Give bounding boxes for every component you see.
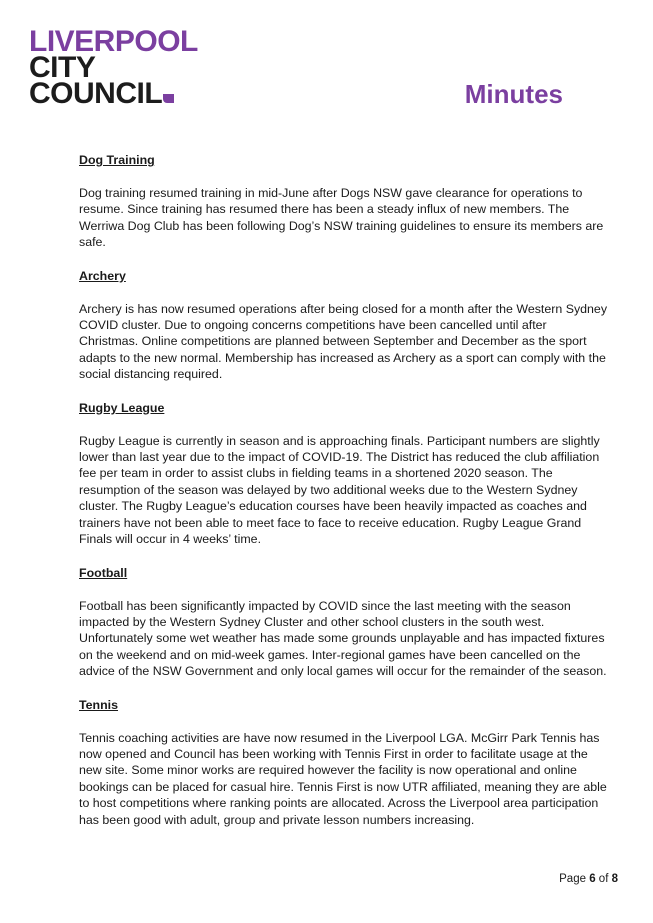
section-heading: Tennis xyxy=(79,697,119,712)
logo-line-city: CITY xyxy=(29,51,96,84)
section-tennis xyxy=(79,696,609,828)
section-heading: Archery xyxy=(79,268,126,283)
page-number xyxy=(559,873,618,885)
section-football xyxy=(79,564,609,680)
section-archery xyxy=(79,267,609,383)
page-label: Page xyxy=(559,873,586,885)
section-heading: Football xyxy=(79,565,128,580)
section-heading: Rugby League xyxy=(79,400,165,415)
section-heading: Dog Training xyxy=(79,153,155,167)
logo-line-council xyxy=(29,77,219,110)
section-dog-training xyxy=(79,151,609,251)
section-paragraph: Rugby League is currently in season and is approaching finals. Participant numbers are slightly lower than last year due to the impact of COVID-19. The District has reduced the club affiliation fee per team in order to assist clubs in fielding teams in a shortened 2020 season. The resumption of the season was delayed by two additional weeks due to the Western Sydney cluster. The Rugby League’s education courses have been heavily impacted as coaches and trainers have not been able to meet face to face to receive education. Rugby League Grand Finals will occur in 4 weeks’ time. xyxy=(79,433,600,547)
council-logo xyxy=(29,25,219,110)
section-paragraph: Archery is has now resumed operations after being closed for a month after the Western Sydney COVID cluster. Due to ongoing concerns competitions have been cancelled until after Christmas. Online competitions are planned between September and December as the sport adapts to the new normal. Membership has increased as Archery as a sport can comply with the social distancing required. xyxy=(79,301,608,382)
current-page: 6 xyxy=(589,873,596,885)
logo-line-council-text: COUNCIL xyxy=(29,77,163,110)
logo-line-liverpool: LIVERPOOL xyxy=(29,25,198,58)
document-title: Minutes xyxy=(464,79,563,109)
total-pages: 8 xyxy=(611,873,618,885)
section-paragraph: Dog training resumed training in mid-June after Dogs NSW gave clearance for operations to resume. Since training has resumed there has been a steady influx of new members. The Werriwa Dog Club has been following Dog’s NSW training guidelines to ensure its members are safe. xyxy=(79,186,604,250)
section-paragraph: Tennis coaching activities are have now resumed in the Liverpool LGA. McGirr Park Tennis has now opened and Council has been working with Tennis First in order to facilitate usage at the new site. Some minor works are required however the facility is now operational and online bookings can be placed for casual hire. Tennis First is now UTR affiliated, meaning they are able to host competitions where ranking points are allocated. Across the Liverpool area participation has been good with adult, group and private lesson numbers increasing. xyxy=(79,730,607,827)
section-rugby-league xyxy=(79,399,609,548)
minutes-body xyxy=(79,151,609,844)
logo-mark-icon xyxy=(163,94,174,103)
of-label: of xyxy=(598,873,609,885)
section-paragraph: Football has been significantly impacted by COVID since the last meeting with the season impacted by the Western Sydney Cluster and other school clusters in the south west. Unfortunately some wet weather has made some grounds unplayable and has impacted fixtures on the weekend and on mid-week games. Inter-regional games have been cancelled on the advice of the NSW Government and only local games will occur for the remainder of the season. xyxy=(79,598,607,679)
